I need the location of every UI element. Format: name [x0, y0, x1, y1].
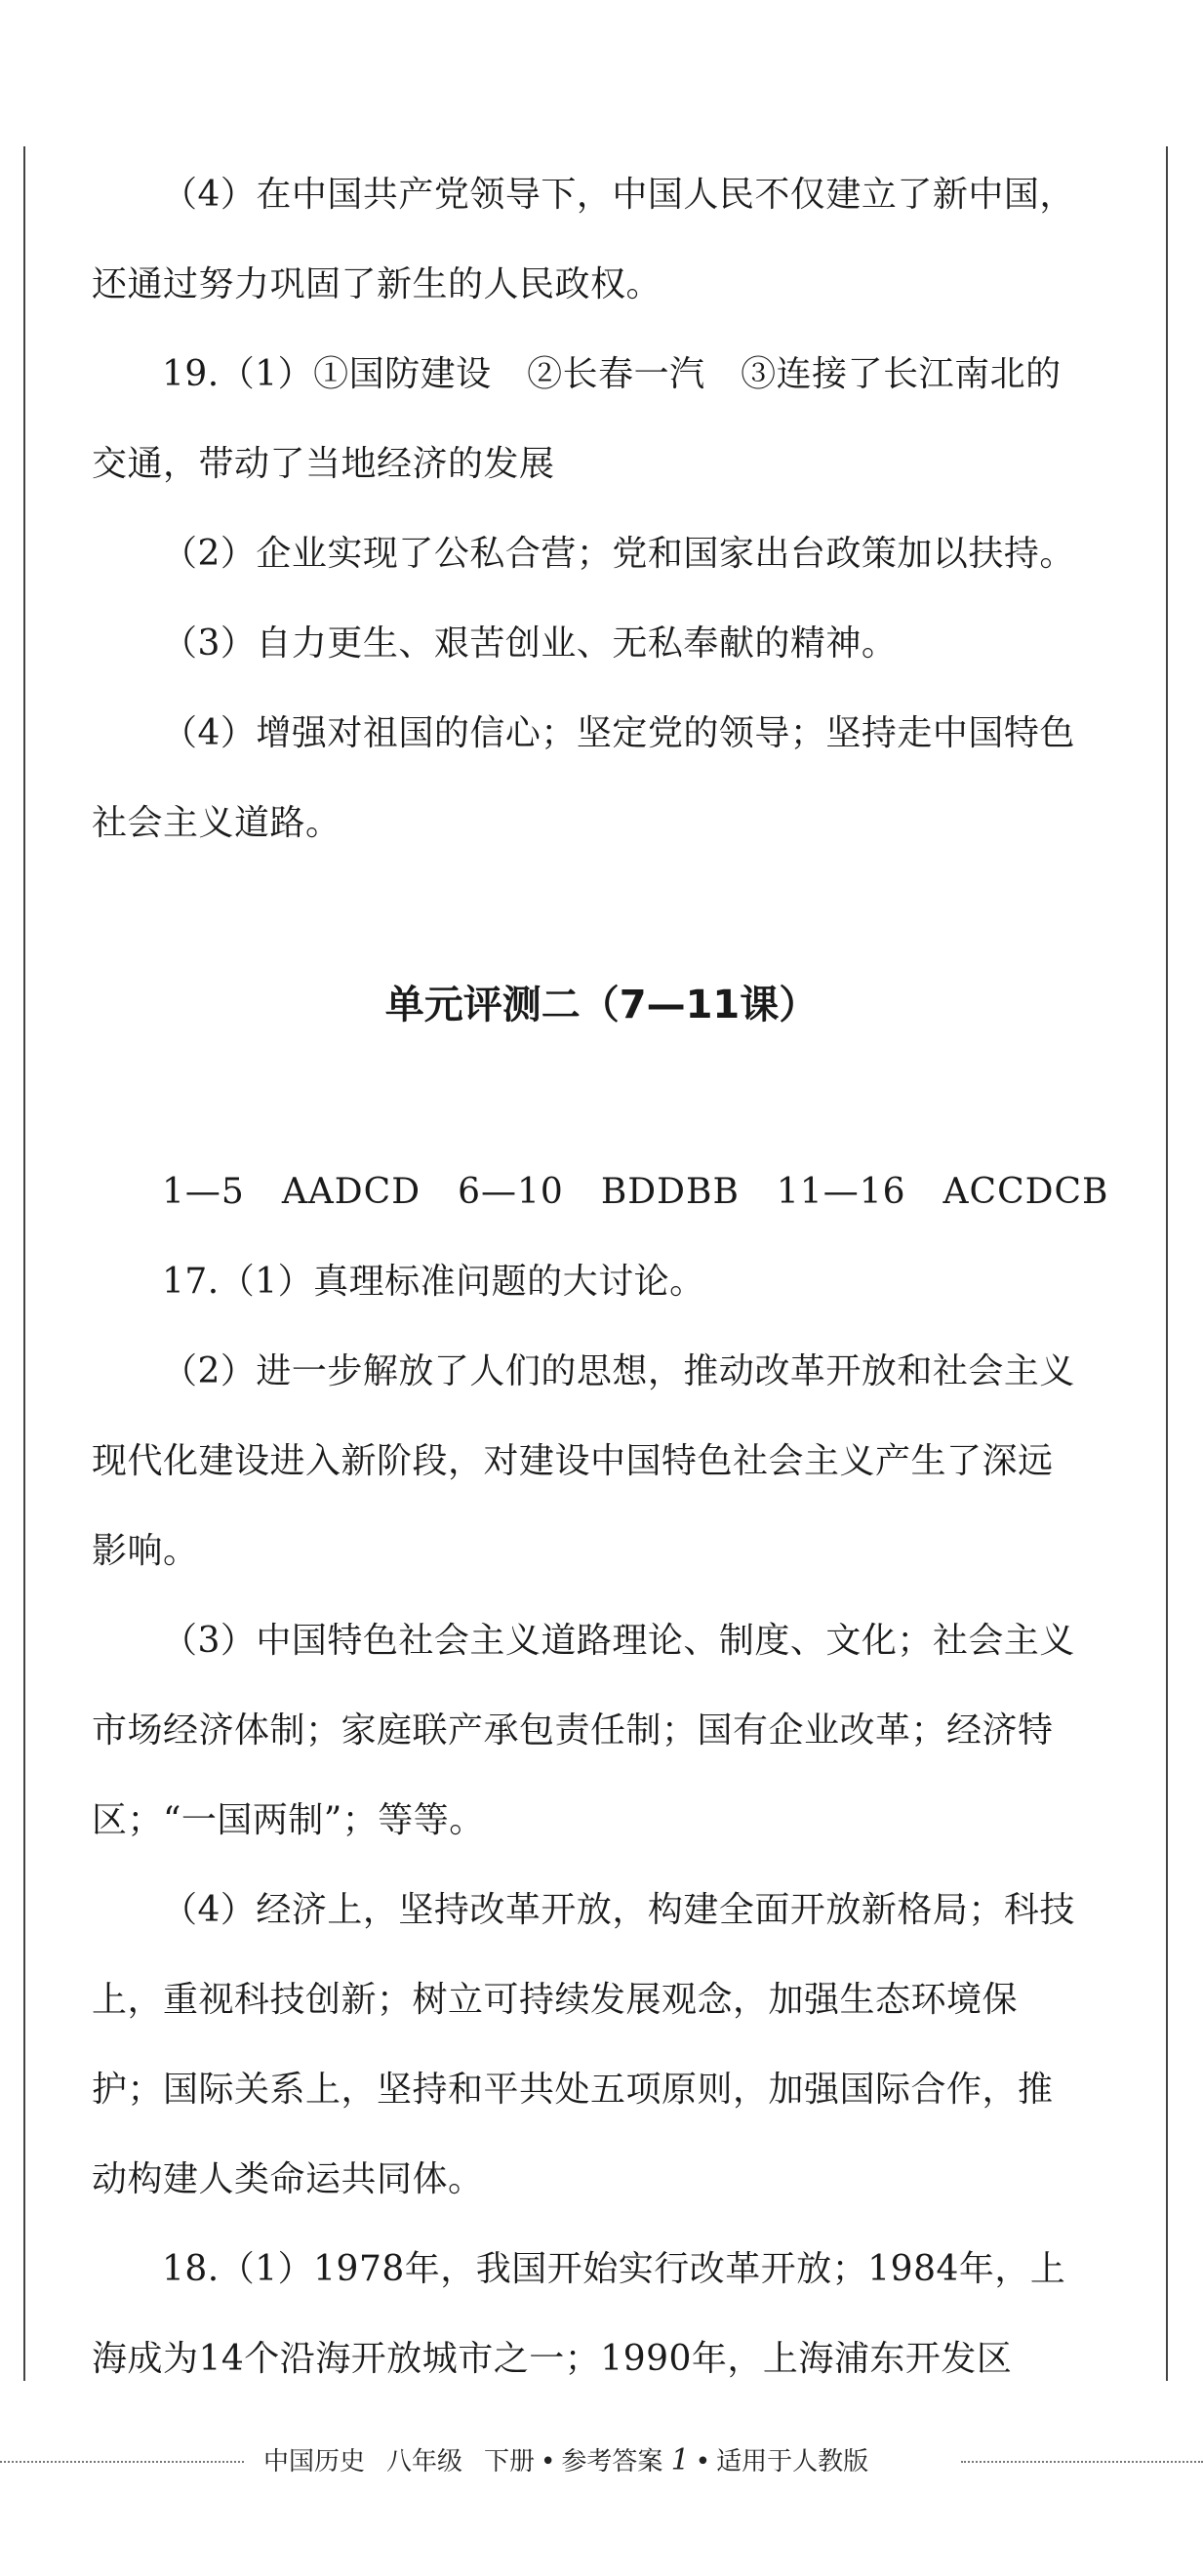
- section-title: 单元评测二（7—11课）: [384, 983, 819, 1027]
- text-line: （4）在中国共产党领导下，中国人民不仅建立了新中国，: [162, 175, 1075, 215]
- footer-dotted-rule-left: [0, 2461, 244, 2463]
- text-line: 海成为14个沿海开放城市之一；1990年，上海浦东开发区: [92, 2339, 1013, 2379]
- text-line: 还通过努力巩固了新生的人民政权。: [92, 264, 662, 304]
- text-line: 市场经济体制；家庭联产承包责任制；国有企业改革；经济特: [92, 1711, 1054, 1751]
- text-line: 社会主义道路。: [92, 803, 341, 843]
- footer-grade: 八年级: [386, 2447, 463, 2476]
- answer-range-value: AADCD: [281, 1172, 421, 1212]
- text-line: 18.（1）1978年，我国开始实行改革开放；1984年，上: [162, 2249, 1066, 2289]
- text-line: 17.（1）真理标准问题的大讨论。: [162, 1262, 705, 1302]
- left-border-line: [23, 146, 25, 2381]
- text-line: 现代化建设进入新阶段，对建设中国特色社会主义产生了深远: [92, 1441, 1054, 1481]
- answer-range-label: 11—16: [776, 1172, 906, 1212]
- footer-subject: 中国历史: [263, 2447, 366, 2476]
- text-line: （4）经济上，坚持改革开放，构建全面开放新格局；科技: [162, 1890, 1075, 1930]
- text-line: 19.（1）①国防建设 ②长春一汽 ③连接了长江南北的: [162, 354, 1062, 394]
- footer-section: 参考答案: [561, 2447, 663, 2476]
- text-line: 上，重视科技创新；树立可持续发展观念，加强生态环境保: [92, 1980, 1019, 2020]
- answer-range-value: BDDBB: [600, 1172, 740, 1212]
- answer-range-label: 6—10: [458, 1172, 564, 1212]
- text-line: 区；“一国两制”；等等。: [92, 1800, 485, 1840]
- text-line: （4）增强对祖国的信心；坚定党的领导；坚持走中国特色: [162, 713, 1075, 753]
- multiple-choice-answers: [162, 1169, 1108, 1216]
- text-line: （2）企业实现了公私合营；党和国家出台政策加以扶持。: [162, 534, 1075, 574]
- footer-volume: 下册: [484, 2447, 536, 2476]
- text-line: （3）自力更生、艰苦创业、无私奉献的精神。: [162, 624, 898, 664]
- footer-edition: 适用于人教版: [716, 2447, 869, 2476]
- footer-dotted-rule-right: [961, 2461, 1203, 2463]
- answer-range-label: 1—5: [162, 1172, 245, 1212]
- text-line: （3）中国特色社会主义道路理论、制度、文化；社会主义: [162, 1621, 1075, 1661]
- text-line: （2）进一步解放了人们的思想，推动改革开放和社会主义: [162, 1351, 1075, 1391]
- footer-text: 中国历史 八年级 下册 • 参考答案 1 • 适用于人教版: [263, 2443, 869, 2477]
- page-footer: [0, 2437, 1203, 2484]
- text-line: 护；国际关系上，坚持和平共处五项原则，加强国际合作，推: [92, 2070, 1054, 2110]
- page-number: 1: [670, 2443, 690, 2477]
- text-line: 影响。: [92, 1531, 199, 1571]
- answer-range-value: ACCDCB: [942, 1172, 1109, 1212]
- right-border-line: [1166, 146, 1168, 2381]
- text-line: 动构建人类命运共同体。: [92, 2159, 484, 2199]
- text-line: 交通，带动了当地经济的发展: [92, 444, 555, 484]
